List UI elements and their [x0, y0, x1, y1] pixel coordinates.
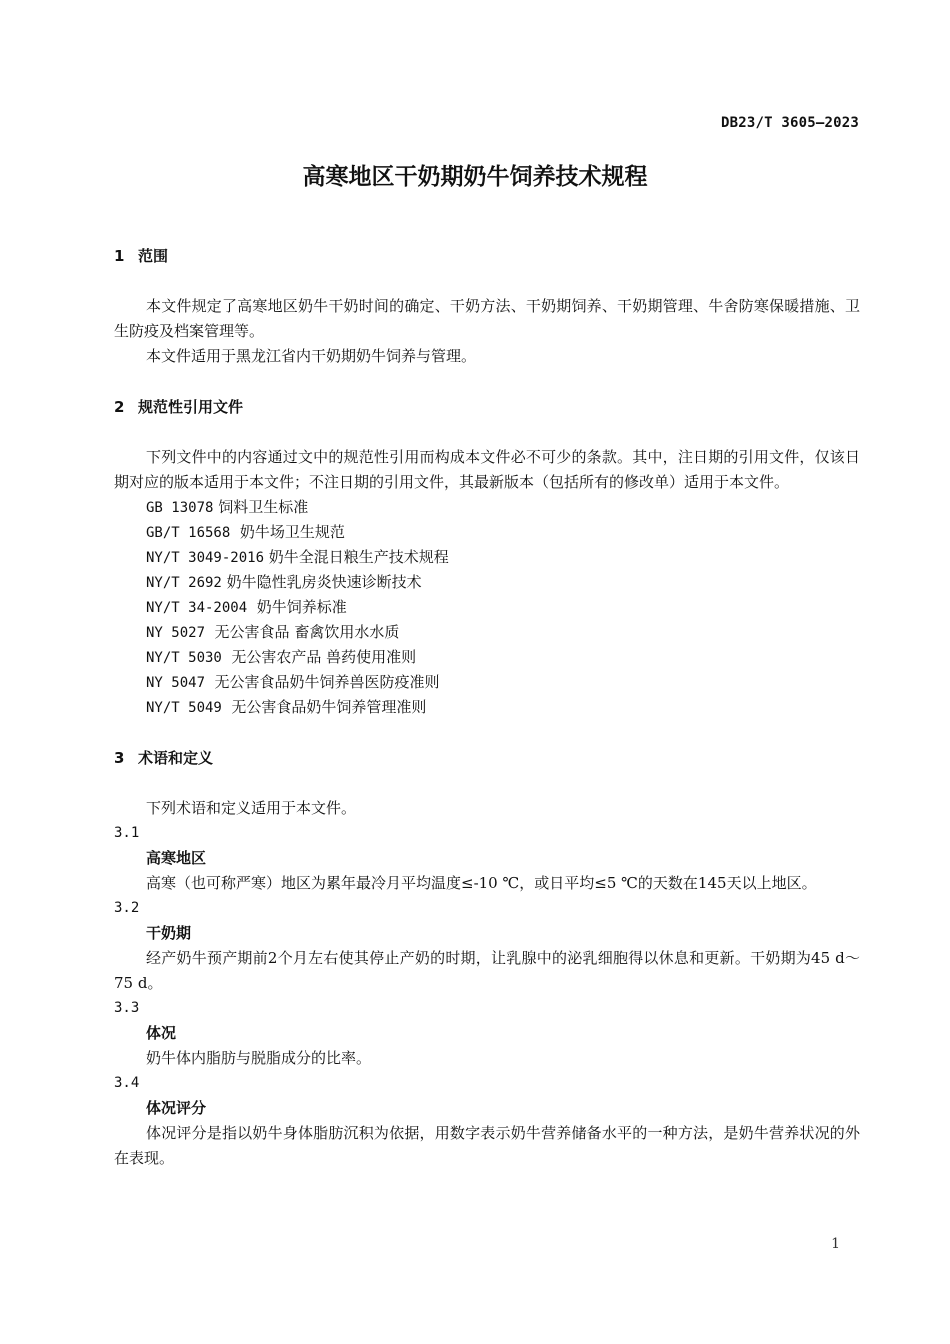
- paragraph: 下列术语和定义适用于本文件。: [146, 799, 357, 817]
- reference-item: [114, 520, 860, 545]
- section-title: 规范性引用文件: [138, 398, 244, 416]
- reference-title: 奶牛场卫生规范: [230, 523, 345, 541]
- term-number: 3.2: [114, 900, 140, 916]
- section-number: 3: [114, 749, 125, 767]
- section-title: 范围: [138, 247, 169, 265]
- reference-code: NY/T 5049: [146, 700, 222, 716]
- reference-code: GB/T 16568: [146, 525, 231, 541]
- section-heading-terms: [114, 746, 860, 770]
- reference-item: [114, 645, 860, 670]
- term-definition: 经产奶牛预产期前2个月左右使其停止产奶的时期，让乳腺中的泌乳细胞得以休息和更新。干奶期为45 d～75 d。: [114, 949, 860, 992]
- reference-code: NY/T 34-2004: [146, 600, 248, 616]
- section-heading-refs: [114, 395, 860, 419]
- reference-item: [114, 545, 860, 570]
- section-title: 术语和定义: [138, 749, 214, 767]
- reference-item: [114, 695, 860, 720]
- term-number: 3.3: [114, 1000, 140, 1016]
- term-number: 3.1: [114, 825, 140, 841]
- reference-code: NY/T 3049-2016: [146, 550, 265, 566]
- reference-code: NY 5027: [146, 625, 206, 641]
- term-name: 体况: [146, 1024, 177, 1042]
- reference-title: 奶牛饲养标准: [247, 598, 347, 616]
- reference-title: 饲料卫生标准: [213, 498, 309, 516]
- page-number: 1: [831, 1236, 840, 1252]
- reference-item: [114, 495, 860, 520]
- section-number: 1: [114, 247, 125, 265]
- section-heading-scope: [114, 244, 860, 268]
- reference-title: 无公害农产品 兽药使用准则: [221, 648, 417, 666]
- term-name: 干奶期: [146, 924, 192, 942]
- reference-code: NY/T 5030: [146, 650, 222, 666]
- reference-title: 奶牛隐性乳房炎快速诊断技术: [221, 573, 422, 591]
- term-definition: 奶牛体内脂肪与脱脂成分的比率。: [146, 1049, 372, 1067]
- reference-item: [114, 670, 860, 695]
- section-number: 2: [114, 398, 125, 416]
- term-name: 体况评分: [146, 1099, 207, 1117]
- term-definition: 体况评分是指以奶牛身体脂肪沉积为依据，用数字表示奶牛营养储备水平的一种方法，是奶牛营养状况的外在表现。: [114, 1124, 860, 1167]
- reference-title: 无公害食品奶牛饲养管理准则: [221, 698, 427, 716]
- paragraph: 本文件规定了高寒地区奶牛干奶时间的确定、干奶方法、干奶期饲养、干奶期管理、牛舍防寒保暖措施、卫生防疫及档案管理等。: [114, 297, 860, 340]
- term-name: 高寒地区: [146, 849, 207, 867]
- paragraph: 下列文件中的内容通过文中的规范性引用而构成本文件必不可少的条款。其中，注日期的引用文件，仅该日期对应的版本适用于本文件；不注日期的引用文件，其最新版本（包括所有的修改单）适用于本文件。: [114, 448, 860, 491]
- reference-code: NY/T 2692: [146, 575, 222, 591]
- term-definition: 高寒（也可称严寒）地区为累年最冷月平均温度≤-10 ℃，或日平均≤5 ℃的天数在145天以上地区。: [146, 874, 817, 892]
- reference-code: GB 13078: [146, 500, 214, 516]
- reference-title: 奶牛全混日粮生产技术规程: [264, 548, 449, 566]
- term-number: 3.4: [114, 1075, 140, 1091]
- reference-code: NY 5047: [146, 675, 206, 691]
- reference-item: [114, 570, 860, 595]
- reference-item: [114, 620, 860, 645]
- reference-item: [114, 595, 860, 620]
- document-body: [114, 244, 860, 1171]
- paragraph: 本文件适用于黑龙江省内干奶期奶牛饲养与管理。: [146, 347, 477, 365]
- document-title: 高寒地区干奶期奶牛饲养技术规程: [302, 164, 648, 190]
- reference-title: 无公害食品奶牛饲养兽医防疫准则: [205, 673, 440, 691]
- reference-title: 无公害食品 畜禽饮用水水质: [205, 623, 400, 641]
- document-code: DB23/T 3605—2023: [720, 115, 859, 131]
